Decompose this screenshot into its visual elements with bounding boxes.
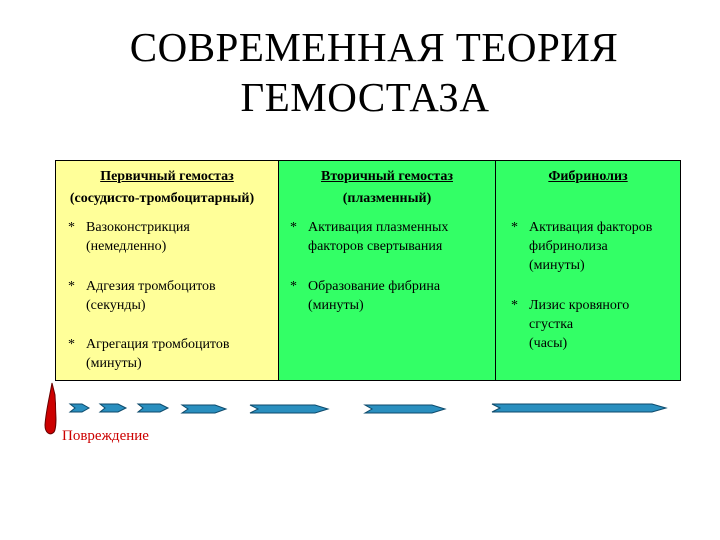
injury-label: Повреждение: [62, 428, 149, 444]
item-line: Адгезия тромбоцитов: [86, 279, 216, 294]
item-line: (минуты): [86, 356, 142, 371]
item-line: (минуты): [308, 298, 364, 313]
item-line: (минуты): [529, 258, 585, 273]
bullet-star: *: [511, 298, 518, 313]
item-line: (немедленно): [86, 239, 167, 254]
item-line: фибринолиза: [529, 239, 608, 254]
arrow-icon: [182, 405, 226, 413]
item-line: Вазоконстрикция: [86, 220, 190, 235]
arrow-icon: [250, 405, 328, 413]
bullet-star: *: [68, 220, 75, 235]
arrow-icon: [492, 404, 666, 412]
item-line: Агрегация тромбоцитов: [86, 337, 230, 352]
arrow-icon: [70, 404, 89, 412]
blood-drop-icon: [45, 383, 57, 434]
item-line: Активация плазменных: [308, 220, 449, 235]
panel-subheading: (плазменный): [342, 191, 432, 206]
item-line: Лизис кровяного: [529, 298, 630, 313]
panel-heading: Первичный гемостаз: [100, 169, 234, 184]
item-line: факторов свертывания: [308, 239, 443, 254]
item-line: Активация факторов: [529, 220, 653, 235]
bullet-star: *: [68, 279, 75, 294]
item-line: (часы): [529, 336, 568, 351]
arrow-icon: [100, 404, 126, 412]
item-line: Образование фибрина: [308, 279, 441, 294]
item-line: сгустка: [529, 317, 574, 332]
bullet-star: *: [290, 279, 297, 294]
panel-heading: Вторичный гемостаз: [321, 169, 453, 184]
item-line: (секунды): [86, 298, 146, 313]
bullet-star: *: [290, 220, 297, 235]
arrow-icon: [138, 404, 168, 412]
bullet-star: *: [68, 337, 75, 352]
panel-subheading: (сосудисто-тромбоцитарный): [69, 191, 255, 206]
panel-heading: Фибринолиз: [548, 169, 628, 184]
title-line-1: СОВРЕМЕННАЯ ТЕОРИЯ: [129, 24, 619, 70]
title-line-2: ГЕМОСТАЗА: [240, 74, 490, 120]
arrow-icon: [365, 405, 445, 413]
bullet-star: *: [511, 220, 518, 235]
